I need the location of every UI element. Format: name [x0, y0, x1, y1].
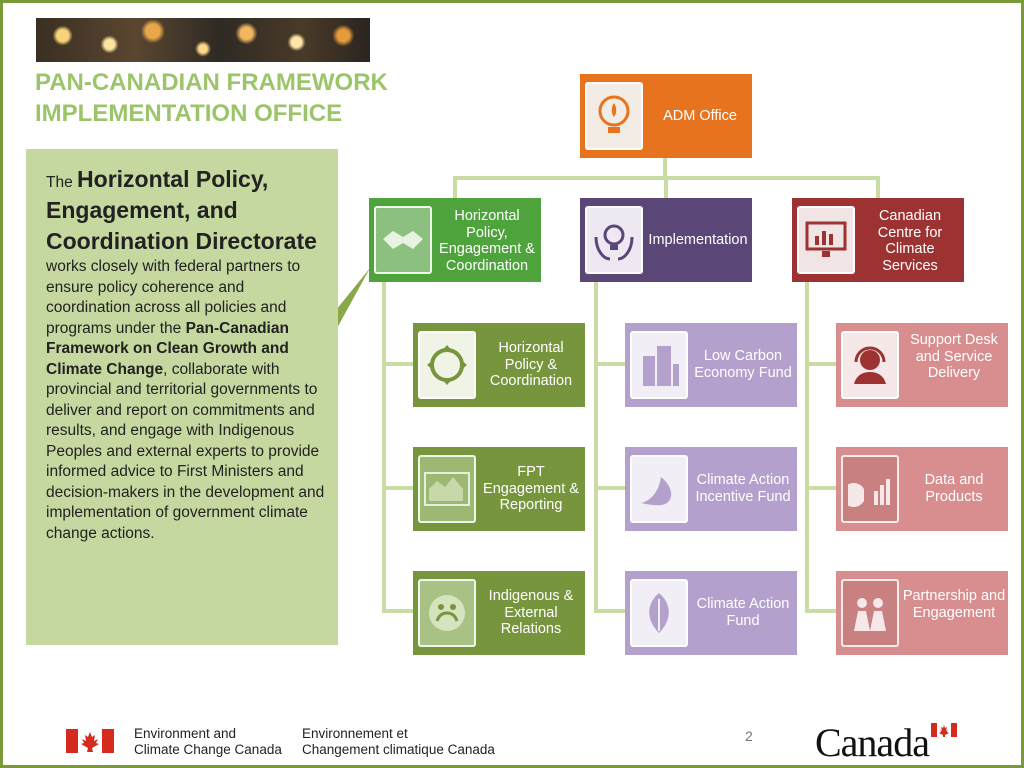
footer-en-line-1: Environment and: [134, 726, 237, 741]
connector: [876, 176, 880, 200]
cycle-arrows-icon: [418, 331, 476, 399]
footer-en-line-2: Climate Change Canada: [134, 741, 282, 757]
people-circle-icon: [418, 579, 476, 647]
connector: [453, 176, 457, 200]
node-label: Partnership and Engagement: [902, 588, 1006, 621]
footer-fr-line-1: Environnement et: [302, 726, 408, 741]
directorate-name: Horizontal Policy, Engagement, and Coordination Directorate: [46, 166, 317, 254]
connector: [594, 282, 598, 613]
connector: [382, 486, 413, 490]
connector: [663, 158, 667, 178]
node-label: Horizontal Policy & Coordination: [489, 340, 573, 389]
node-horizontal-policy-directorate: [369, 198, 541, 282]
callout-pointer: [336, 268, 370, 330]
hands-lightbulb-icon: [585, 206, 643, 274]
node-fpt-engagement-reporting: [413, 447, 585, 531]
node-data-and-products: [836, 447, 1008, 531]
node-support-desk-service-delivery: [836, 323, 1008, 407]
description-text-2: , collaborate with provincial and territorial governments to deliver and report on commitments and results, and engage with Indigenous Peoples and external experts to provide informed advice to First Ministers and decision-makers in the development and implementation of government climate change actions.: [46, 360, 325, 542]
node-label: ADM Office: [663, 108, 737, 124]
map-icon: [418, 455, 476, 523]
pie-chart-icon: [841, 455, 899, 523]
node-low-carbon-economy-fund: [625, 323, 797, 407]
node-label: Implementation: [648, 232, 748, 248]
canada-wordmark: Canada: [815, 720, 929, 765]
description-text-1: works closely with federal partners to ensure policy coherence and coordination across all policies and programs under the: [46, 258, 301, 337]
people-icon: [841, 579, 899, 647]
description-text: [46, 164, 326, 544]
buildings-icon: [630, 331, 688, 399]
node-label: Low Carbon Economy Fund: [694, 348, 792, 381]
lightbulb-icon: [585, 82, 643, 150]
description-panel: [26, 149, 338, 645]
node-label: Climate Action Fund: [696, 596, 790, 629]
headset-icon: [841, 331, 899, 399]
node-climate-action-incentive-fund: [625, 447, 797, 531]
wordmark-flag-icon: [931, 723, 957, 737]
leaf-icon: [630, 455, 688, 523]
title-line-1: PAN-CANADIAN FRAMEWORK: [35, 69, 388, 96]
footer-department-fr: [302, 726, 495, 757]
page-title: [35, 67, 388, 129]
node-horizontal-policy-coordination: [413, 323, 585, 407]
connector: [805, 486, 836, 490]
node-label: Horizontal Policy, Engagement & Coordination: [439, 208, 535, 274]
connector: [594, 486, 625, 490]
connector: [594, 362, 625, 366]
connector: [382, 609, 413, 613]
connector: [382, 362, 413, 366]
connector: [382, 282, 386, 613]
node-adm-office: [580, 74, 752, 158]
node-label: Indigenous & External Relations: [488, 588, 574, 637]
node-label: FPT Engagement & Reporting: [483, 464, 579, 513]
leaf-icon: [630, 579, 688, 647]
node-label: Data and Products: [924, 472, 984, 505]
node-label: Climate Action Incentive Fund: [695, 472, 791, 505]
title-line-2: IMPLEMENTATION OFFICE: [35, 100, 343, 127]
banner-image: [36, 18, 370, 62]
footer-fr-line-2: Changement climatique Canada: [302, 741, 495, 757]
node-indigenous-external-relations: [413, 571, 585, 655]
connector: [805, 609, 836, 613]
node-label: Canadian Centre for Climate Services: [877, 208, 943, 274]
monitor-chart-icon: [797, 206, 855, 274]
description-lead-in: The: [46, 174, 73, 191]
handshake-icon: [374, 206, 432, 274]
node-label: Support Desk and Service Delivery: [910, 332, 998, 381]
node-implementation: [580, 198, 752, 282]
canada-flag-icon: [66, 729, 114, 753]
page-number: 2: [745, 728, 753, 744]
node-partnership-and-engagement: [836, 571, 1008, 655]
connector: [664, 176, 668, 200]
footer-department-en: [134, 726, 282, 757]
connector: [805, 362, 836, 366]
node-canadian-centre-climate-services: [792, 198, 964, 282]
connector: [805, 282, 809, 613]
node-climate-action-fund: [625, 571, 797, 655]
framework-name: Pan-Canadian Framework on Clean Growth and Climate Change: [46, 319, 289, 378]
connector: [594, 609, 625, 613]
